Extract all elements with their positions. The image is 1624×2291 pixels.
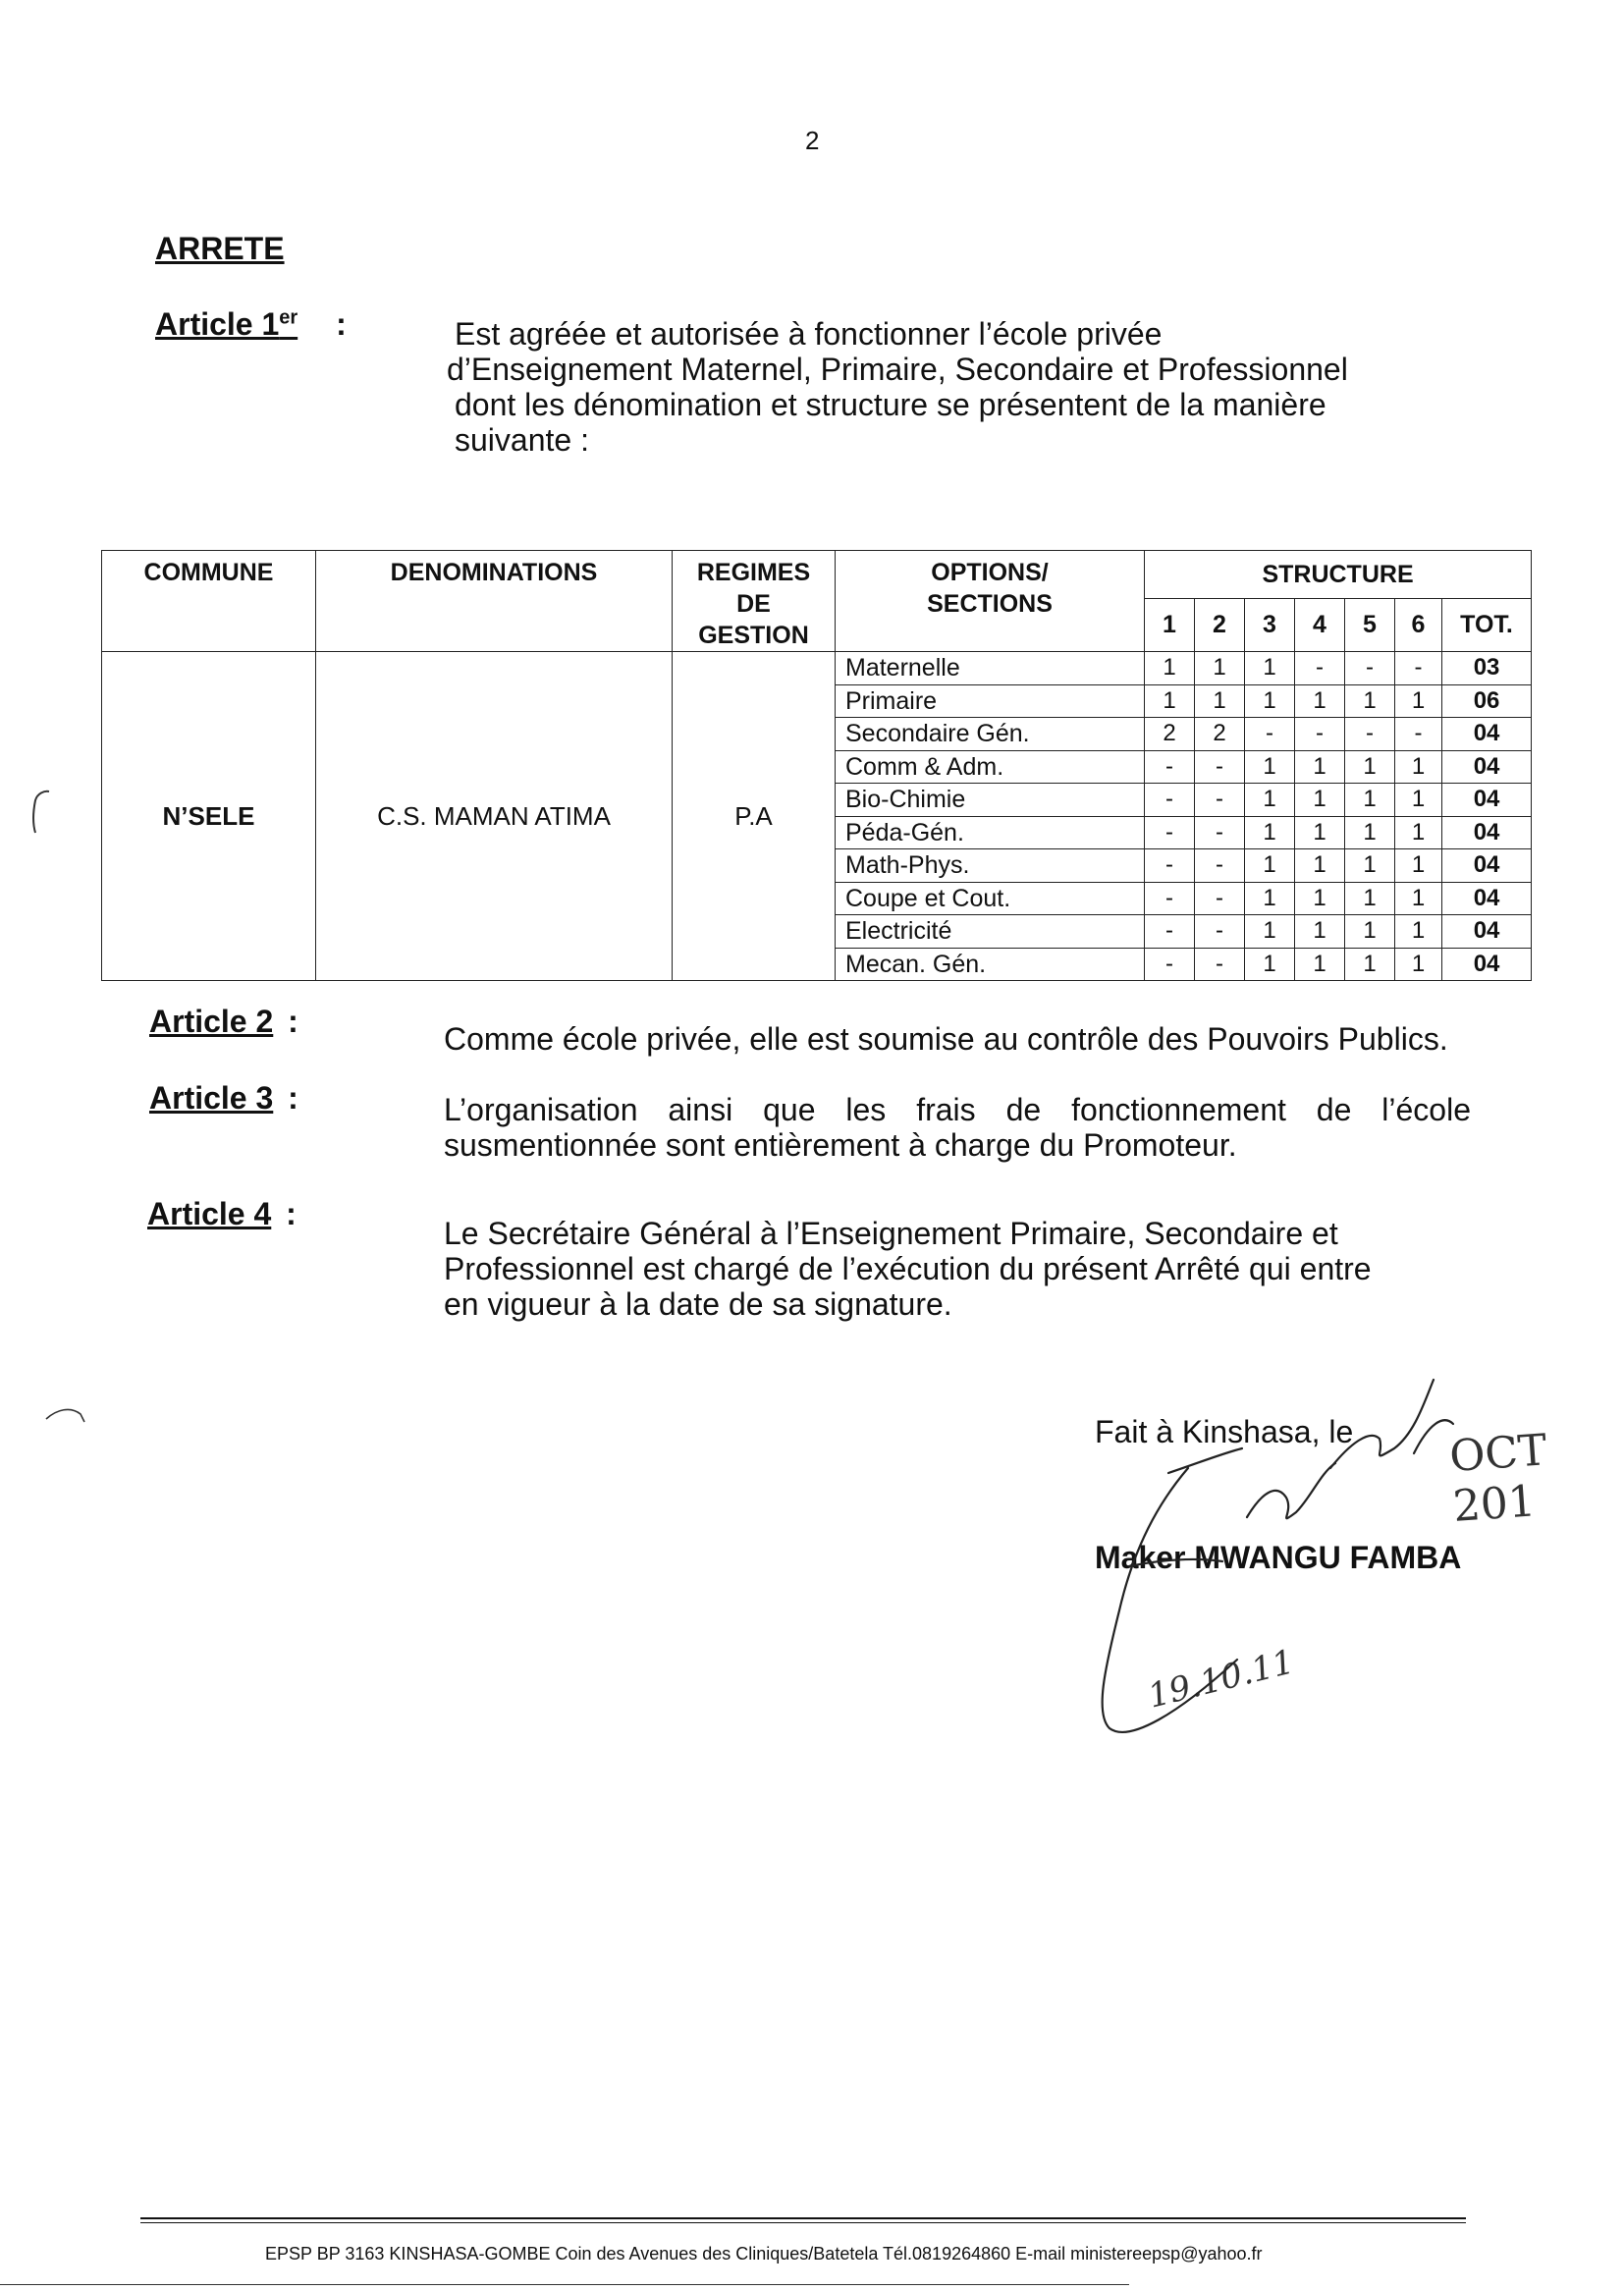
structure-value-cell: -	[1245, 718, 1295, 751]
article-4-line: Le Secrétaire Général à l’Enseignement Primaire, Secondaire et	[444, 1216, 1338, 1251]
structure-value-cell: 1	[1295, 849, 1345, 883]
footer-rule	[140, 2217, 1466, 2219]
place-and-date: Fait à Kinshasa, le	[1095, 1414, 1354, 1449]
structure-value-cell: 2	[1145, 718, 1195, 751]
header-col-4: 4	[1295, 599, 1345, 652]
option-cell: Math-Phys.	[836, 849, 1145, 883]
structure-value-cell: -	[1345, 652, 1395, 685]
structure-value-cell: 1	[1245, 784, 1295, 817]
structure-value-cell: 1	[1145, 652, 1195, 685]
article-2-label	[149, 1004, 298, 1040]
article-1-text: Article 1	[155, 306, 280, 342]
table-row	[102, 652, 1532, 685]
structure-value-cell: 1	[1245, 684, 1295, 718]
article-1-label	[155, 306, 347, 343]
handwritten-date: 19.10.11	[1144, 1642, 1298, 1717]
scan-mark	[33, 791, 49, 833]
article-1-colon: :	[336, 306, 347, 342]
structure-total-cell: 04	[1442, 882, 1532, 915]
header-col-total: TOT.	[1442, 599, 1532, 652]
structure-value-cell: 1	[1395, 816, 1442, 849]
article-4-label	[147, 1196, 297, 1232]
article-3-label	[149, 1080, 298, 1117]
structure-value-cell: 1	[1345, 948, 1395, 981]
structure-value-cell: 2	[1195, 718, 1245, 751]
structure-value-cell: -	[1145, 816, 1195, 849]
structure-value-cell: 1	[1345, 915, 1395, 949]
structure-value-cell: -	[1195, 784, 1245, 817]
article-4-line: Professionnel est chargé de l’exécution du présent Arrêté qui entre	[444, 1251, 1372, 1286]
decree-heading: ARRETE	[155, 231, 285, 266]
structure-total-cell: 04	[1442, 750, 1532, 784]
structure-value-cell: 1	[1245, 816, 1295, 849]
structure-value-cell: 1	[1195, 652, 1245, 685]
header-col-5: 5	[1345, 599, 1395, 652]
option-cell: Mecan. Gén.	[836, 948, 1145, 981]
structure-value-cell: -	[1145, 882, 1195, 915]
article-2-colon: :	[288, 1004, 298, 1039]
structure-value-cell: 1	[1295, 684, 1345, 718]
structure-value-cell: -	[1195, 948, 1245, 981]
structure-value-cell: -	[1195, 849, 1245, 883]
footer-address: EPSP BP 3163 KINSHASA-GOMBE Coin des Avenues des Cliniques/Batetela Tél.0819264860 E-mail ministereepsp@yahoo.fr	[265, 2244, 1263, 2264]
structure-value-cell: 1	[1295, 816, 1345, 849]
header-regimes-line: DE	[736, 590, 771, 618]
article-1-sup: er	[279, 306, 298, 329]
structure-value-cell: 1	[1245, 750, 1295, 784]
article-1-title	[155, 306, 298, 342]
structure-value-cell: 1	[1345, 882, 1395, 915]
header-col-6: 6	[1395, 599, 1442, 652]
option-cell: Electricité	[836, 915, 1145, 949]
header-denominations: DENOMINATIONS	[316, 551, 673, 652]
structure-value-cell: -	[1145, 915, 1195, 949]
header-options	[836, 551, 1145, 652]
structure-total-cell: 04	[1442, 784, 1532, 817]
structure-value-cell: -	[1395, 652, 1442, 685]
structure-value-cell: -	[1345, 718, 1395, 751]
structure-total-cell: 03	[1442, 652, 1532, 685]
structure-value-cell: -	[1145, 849, 1195, 883]
article-3-title: Article 3	[149, 1080, 274, 1116]
structure-value-cell: 1	[1345, 684, 1395, 718]
signature-stroke	[1247, 1463, 1335, 1518]
structure-value-cell: -	[1195, 915, 1245, 949]
option-cell: Comm & Adm.	[836, 750, 1145, 784]
header-regimes-line: REGIMES	[696, 559, 811, 586]
structure-value-cell: -	[1295, 718, 1345, 751]
structure-value-cell: 1	[1395, 849, 1442, 883]
scan-mark	[46, 1409, 84, 1422]
structure-value-cell: -	[1145, 784, 1195, 817]
header-col-3: 3	[1245, 599, 1295, 652]
header-structure: STRUCTURE	[1145, 551, 1532, 599]
article-2-title: Article 2	[149, 1004, 274, 1039]
header-col-2: 2	[1195, 599, 1245, 652]
article-1-line: Est agréée et autorisée à fonctionner l’école privée	[455, 316, 1163, 352]
school-structure-table	[101, 550, 1532, 981]
structure-value-cell: 1	[1395, 882, 1442, 915]
structure-value-cell: -	[1195, 750, 1245, 784]
header-regimes	[673, 551, 836, 652]
structure-value-cell: 1	[1345, 784, 1395, 817]
signatory-name: Maker MWANGU FAMBA	[1095, 1540, 1462, 1575]
structure-value-cell: 1	[1295, 784, 1345, 817]
stamp-date: OCT 201	[1447, 1425, 1549, 1533]
structure-value-cell: -	[1195, 882, 1245, 915]
structure-value-cell: 1	[1295, 948, 1345, 981]
structure-total-cell: 04	[1442, 718, 1532, 751]
structure-total-cell: 04	[1442, 915, 1532, 949]
option-cell: Maternelle	[836, 652, 1145, 685]
structure-value-cell: 1	[1245, 915, 1295, 949]
structure-value-cell: -	[1295, 652, 1345, 685]
header-regimes-line: GESTION	[698, 622, 809, 649]
regime-cell: P.A	[673, 652, 836, 981]
option-cell: Secondaire Gén.	[836, 718, 1145, 751]
header-options-line: SECTIONS	[927, 590, 1053, 618]
article-4-body	[444, 1216, 1372, 1322]
denomination-cell: C.S. MAMAN ATIMA	[316, 652, 673, 981]
signature-stroke	[1168, 1448, 1242, 1473]
article-2-body	[444, 1021, 1448, 1057]
structure-value-cell: 1	[1295, 915, 1345, 949]
header-options-line: OPTIONS/	[931, 559, 1049, 586]
header-col-1: 1	[1145, 599, 1195, 652]
structure-value-cell: 1	[1395, 784, 1442, 817]
footer-rule-thin	[140, 2222, 1466, 2223]
article-1-line: suivante :	[455, 422, 589, 458]
header-commune: COMMUNE	[102, 551, 316, 652]
structure-value-cell: 1	[1145, 684, 1195, 718]
article-3-line: L’organisation ainsi que les frais de fonctionnement de l’école	[444, 1092, 1471, 1127]
article-2-line: Comme école privée, elle est soumise au contrôle des Pouvoirs Publics.	[444, 1021, 1448, 1057]
structure-value-cell: -	[1145, 948, 1195, 981]
article-3-colon: :	[288, 1080, 298, 1116]
structure-value-cell: 1	[1245, 948, 1295, 981]
article-4-title: Article 4	[147, 1196, 272, 1231]
structure-value-cell: 1	[1195, 684, 1245, 718]
article-4-colon: :	[286, 1196, 297, 1231]
structure-value-cell: 1	[1395, 750, 1442, 784]
structure-value-cell: 1	[1395, 684, 1442, 718]
table-body	[102, 652, 1532, 981]
article-1-line: dont les dénomination et structure se présentent de la manière	[455, 387, 1326, 422]
article-3-body	[444, 1092, 1471, 1163]
commune-cell: N’SELE	[102, 652, 316, 981]
article-1-body	[447, 316, 1348, 458]
structure-value-cell: 1	[1245, 652, 1295, 685]
structure-value-cell: 1	[1245, 882, 1295, 915]
structure-value-cell: 1	[1345, 849, 1395, 883]
structure-value-cell: -	[1145, 750, 1195, 784]
option-cell: Coupe et Cout.	[836, 882, 1145, 915]
structure-value-cell: -	[1395, 718, 1442, 751]
option-cell: Primaire	[836, 684, 1145, 718]
structure-total-cell: 04	[1442, 849, 1532, 883]
page-number: 2	[805, 126, 820, 155]
structure-total-cell: 04	[1442, 816, 1532, 849]
structure-value-cell: 1	[1345, 750, 1395, 784]
structure-total-cell: 06	[1442, 684, 1532, 718]
structure-value-cell: 1	[1295, 750, 1345, 784]
structure-value-cell: 1	[1395, 948, 1442, 981]
article-3-line: susmentionnée sont entièrement à charge du Promoteur.	[444, 1127, 1237, 1163]
structure-value-cell: 1	[1295, 882, 1345, 915]
article-4-line: en vigueur à la date de sa signature.	[444, 1286, 952, 1322]
option-cell: Péda-Gén.	[836, 816, 1145, 849]
structure-value-cell: 1	[1245, 849, 1295, 883]
structure-total-cell: 04	[1442, 948, 1532, 981]
structure-value-cell: 1	[1345, 816, 1395, 849]
structure-value-cell: -	[1195, 816, 1245, 849]
page-bottom-rule	[0, 2284, 1129, 2285]
option-cell: Bio-Chimie	[836, 784, 1145, 817]
structure-value-cell: 1	[1395, 915, 1442, 949]
article-1-line: d’Enseignement Maternel, Primaire, Secondaire et Professionnel	[447, 352, 1348, 387]
